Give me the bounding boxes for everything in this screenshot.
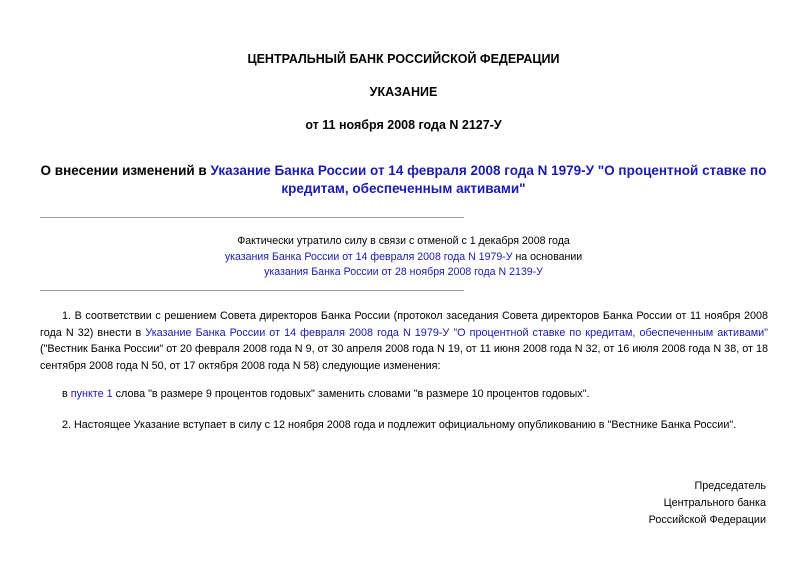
- status-note-line3: [0, 265, 807, 281]
- status-note-line1: Фактически утратило силу в связи с отменой с 1 декабря 2008 года: [237, 235, 570, 247]
- amendment-text: слова "в размере 9 процентов годовых" заменить словами "в размере 10 процентов годовых".: [112, 388, 590, 400]
- amendment-paragraph: [40, 386, 768, 403]
- top-divider: [40, 217, 464, 218]
- amendment-prefix: в: [62, 388, 71, 400]
- document-title: [30, 162, 777, 198]
- amendment-link[interactable]: пункте 1: [70, 388, 113, 400]
- status-note: [0, 234, 807, 281]
- bottom-divider: [40, 290, 464, 291]
- signature-line1: Председатель: [694, 480, 766, 492]
- status-note-line2: [0, 250, 807, 266]
- status-note-mid: на основании: [512, 250, 583, 263]
- signature-block: [649, 478, 766, 529]
- paragraph-1-part1: 1. В соответствии с решением Совета директоров Банка России (протокол заседания Совета директоров Банка России от 11 ноября 2008 года N 32) внести в: [40, 310, 768, 339]
- paragraph-2: 2. Настоящее Указание вступает в силу с 12 ноября 2008 года и подлежит официальному опубликованию в "Вестнике Банка России".: [62, 419, 737, 431]
- bank-name: ЦЕНТРАЛЬНЫЙ БАНК РОССИЙСКОЙ ФЕДЕРАЦИИ: [247, 52, 560, 66]
- status-note-link2[interactable]: указания Банка России от 28 ноября 2008 года N 2139-У: [264, 266, 543, 278]
- signature-line2: Центрального банка: [663, 497, 766, 509]
- paragraph-1: [40, 308, 768, 374]
- paragraph-1-part2: ("Вестник Банка России" от 20 февраля 2008 года N 9, от 30 апреля 2008 года N 19, от 11 июня 2008 года N 32, от 16 июля 2008 года N 38, от 18 сентября 2008 года N 50, от 17 октября 2008 года N 58) следующие изменения:: [40, 343, 768, 372]
- paragraph-1-link[interactable]: Указание Банка России от 14 февраля 2008 года N 1979-У "О процентной ставке по кредитам, обеспеченным активами": [145, 326, 768, 339]
- title-prefix: О внесении изменений в: [40, 163, 211, 178]
- document-type: УКАЗАНИЕ: [369, 85, 438, 99]
- signature-line3: Российской Федерации: [648, 514, 766, 526]
- title-link[interactable]: Указание Банка России от 14 февраля 2008 года N 1979-У "О процентной ставке по кредитам, обеспеченным активами": [210, 163, 767, 196]
- status-note-link1[interactable]: указания Банка России от 14 февраля 2008 года N 1979-У: [224, 250, 513, 263]
- document-date-number: от 11 ноября 2008 года N 2127-У: [305, 118, 502, 132]
